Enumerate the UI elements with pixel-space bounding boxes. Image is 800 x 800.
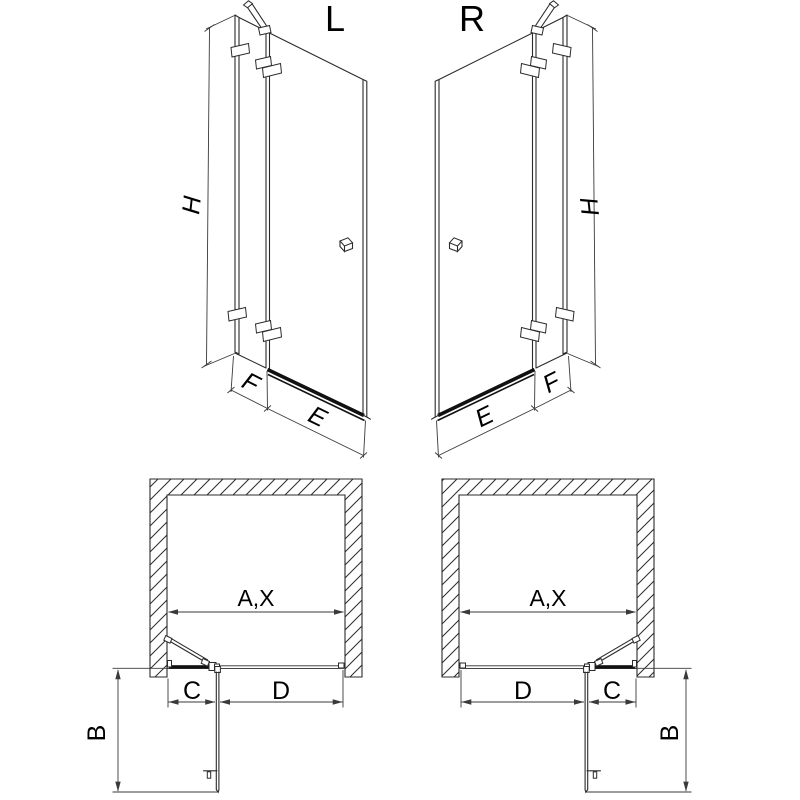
walls-right-plan <box>442 479 654 677</box>
dim-label-fixed-right: F <box>538 366 565 399</box>
dim-label-fixed-plan-left: C <box>182 677 202 705</box>
dim-label-fixed-plan-right: C <box>602 677 622 705</box>
dim-label-depth-right: B <box>656 724 684 742</box>
dim-label-door-left: E <box>303 400 332 434</box>
dim-label-depth-left: B <box>83 724 111 742</box>
dim-label-door-plan-left: D <box>271 677 291 705</box>
variant-label-right: R <box>459 0 485 39</box>
right-plan-view <box>442 479 692 792</box>
dim-label-height-left: H <box>177 194 207 216</box>
dim-label-opening-left: A,X <box>237 585 275 611</box>
dim-label-fixed-left: F <box>237 366 264 399</box>
dim-label-door-plan-right: D <box>513 677 533 705</box>
variant-label-left: L <box>325 0 346 39</box>
left-3d-view <box>177 0 370 459</box>
walls-left-plan <box>150 479 362 677</box>
left-plan-view <box>83 479 362 792</box>
dim-label-opening-right: A,X <box>529 585 567 611</box>
dim-label-door-right: E <box>470 400 499 434</box>
right-3d-view <box>432 0 605 459</box>
dim-label-height-right: H <box>575 196 605 218</box>
